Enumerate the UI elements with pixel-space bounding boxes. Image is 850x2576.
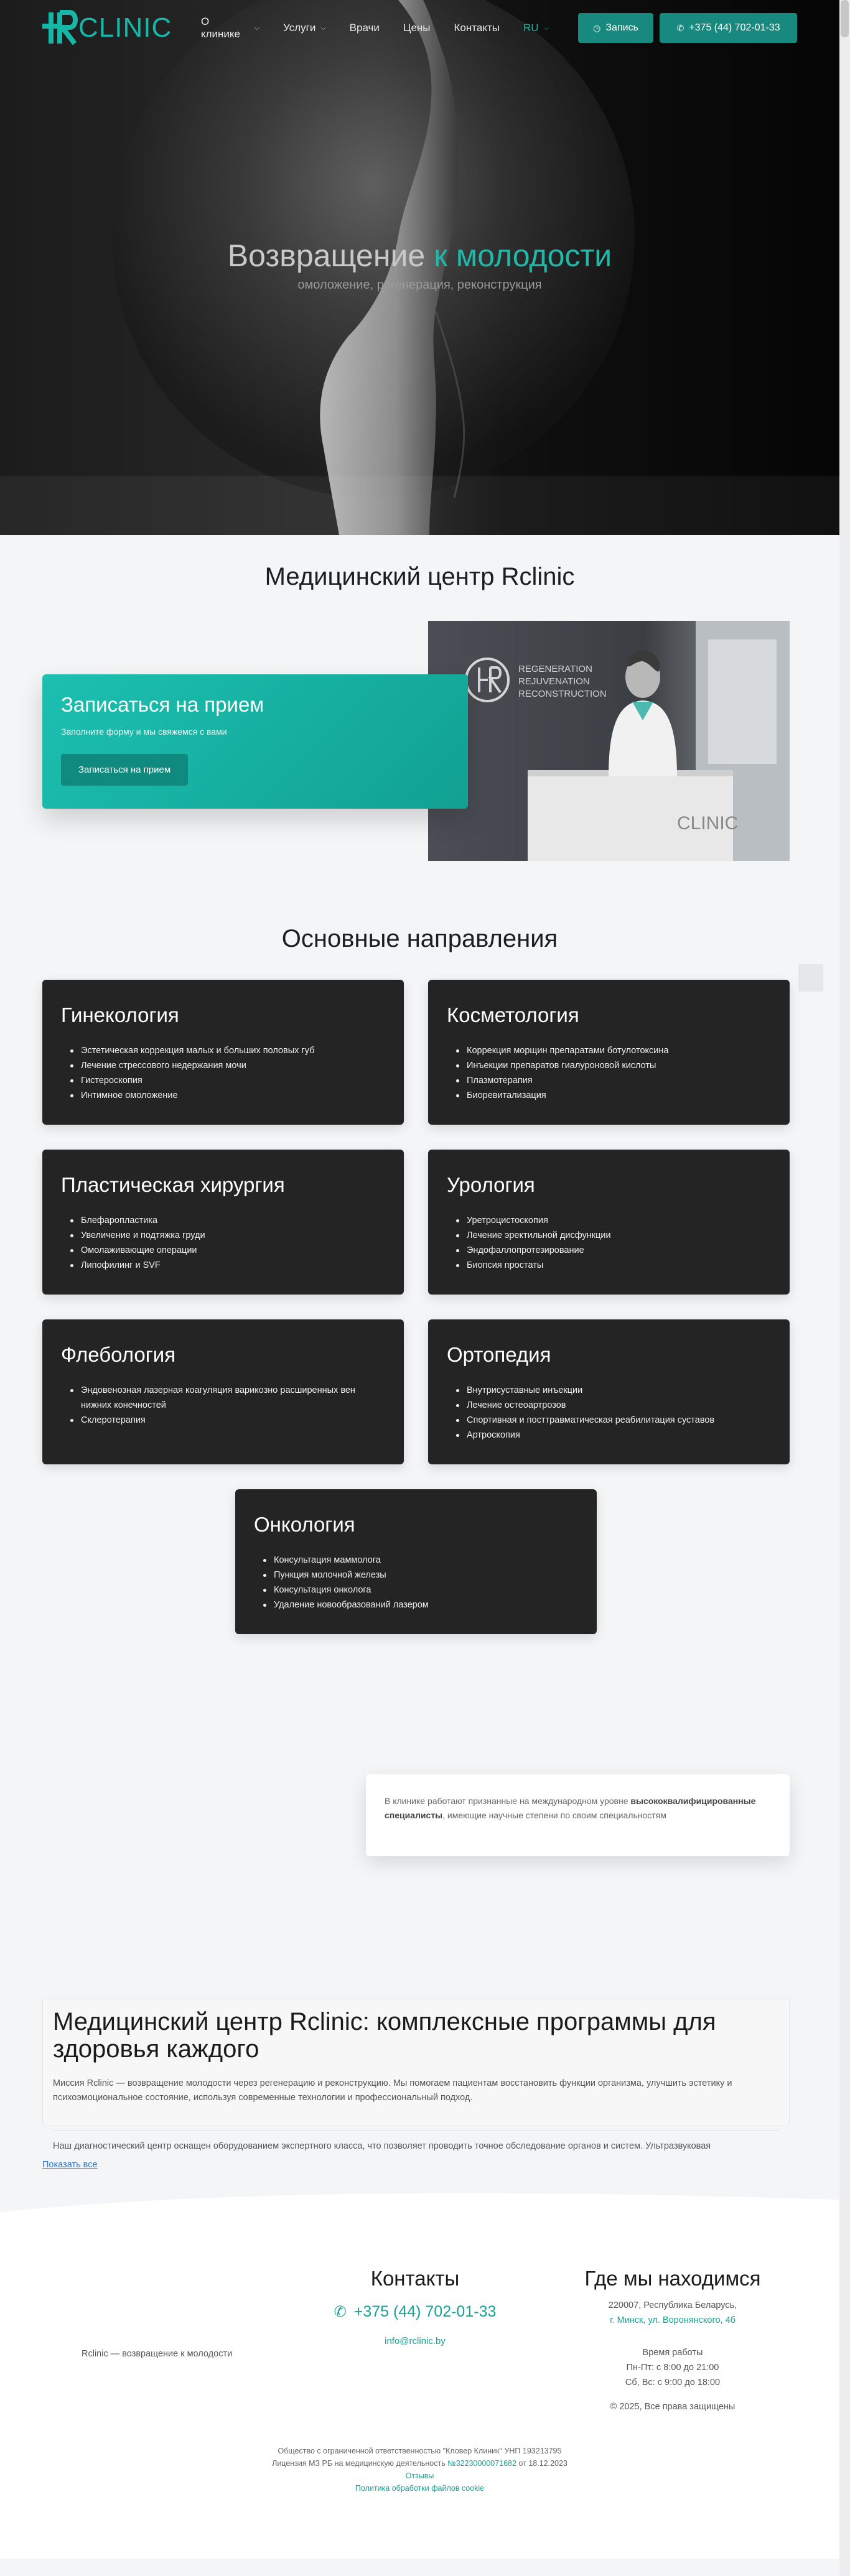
direction-list — [254, 1553, 578, 1612]
language-switcher[interactable] — [511, 16, 561, 40]
booking-title: Записаться на прием — [61, 693, 264, 716]
book-button[interactable] — [578, 13, 653, 43]
direction-item[interactable]: Биоревитализация — [467, 1088, 771, 1103]
direction-item[interactable]: Спортивная и посттравматическая реабилитация суставов — [467, 1413, 771, 1428]
footer-email-link[interactable]: info@rclinic.by — [385, 2336, 446, 2346]
booking-subtitle: Заполните форму и мы свяжемся с вами — [61, 727, 227, 737]
hero-title-part1: Возвращение — [227, 238, 426, 273]
nav-prices-label: Цены — [403, 22, 431, 34]
clock-icon: ◷ — [593, 22, 601, 33]
direction-title: Пластическая хирургия — [61, 1173, 285, 1196]
specialists-card — [366, 1774, 790, 1856]
footer-contacts-title: Контакты — [370, 2267, 460, 2290]
footer-address — [558, 2298, 788, 2328]
hours-weekdays: Пн-Пт: с 8:00 до 21:00 — [626, 2363, 719, 2373]
footer-legal — [0, 2445, 839, 2495]
direction-item[interactable]: Удаление новообразований лазером — [274, 1597, 578, 1612]
booking-button[interactable]: Записаться на прием — [61, 754, 188, 786]
legal-license-suffix: от 18.12.2023 — [516, 2459, 567, 2468]
direction-list — [447, 1383, 771, 1443]
hero-bottom-band — [0, 476, 839, 535]
specialists-text-after: , имеющие научные степени по своим специальностям — [442, 1810, 666, 1820]
address-map-link[interactable]: г. Минск, ул. Воронянского, 4б — [610, 2315, 736, 2325]
footer-phone-link[interactable] — [325, 2303, 505, 2321]
direction-card-orthopedics[interactable] — [428, 1319, 790, 1464]
nav-contacts-label: Контакты — [454, 22, 500, 34]
chevron-down-icon: ⌵ — [320, 24, 326, 32]
direction-item[interactable]: Эндофаллопротезирование — [467, 1243, 771, 1258]
clinic-photo-illustration — [428, 621, 790, 861]
header — [0, 0, 839, 56]
seo-paragraph: Миссия Rclinic — возвращение молодости через регенерацию и реконструкцию. Мы помогаем пациентам восстановить функции организма, улучшить эстетику и психоэмоциональное состояние, используя современные технологии и профессиональный подход. — [53, 2078, 732, 2103]
direction-title: Косметология — [447, 1003, 579, 1026]
hero-subtitle: омоложение, регенерация, реконструкция — [297, 278, 542, 292]
footer-wave — [0, 2187, 839, 2225]
direction-title: Ортопедия — [447, 1343, 551, 1366]
nav-contacts[interactable] — [442, 16, 511, 40]
hero — [0, 0, 839, 535]
specialists-text-before: В клинике работают признанные на международном уровне — [385, 1796, 631, 1806]
logo-mark-icon — [42, 10, 82, 46]
phone-button-label: +375 (44) 702-01-33 — [689, 22, 780, 33]
direction-item[interactable]: Инъекции препаратов гиалуроновой кислоты — [467, 1058, 771, 1073]
scrollbar-thumb[interactable] — [841, 0, 849, 37]
direction-item[interactable]: Блефаропластика — [81, 1213, 385, 1228]
nav-doctors[interactable] — [338, 16, 391, 40]
show-all-link[interactable]: Показать все — [42, 2160, 98, 2170]
footer-copyright: © 2025, Все права защищены — [610, 2402, 736, 2412]
direction-item[interactable]: Плазмотерапия — [467, 1073, 771, 1088]
language-label: RU — [523, 22, 539, 34]
booking-card — [42, 674, 468, 809]
nav-about-label: О клинике — [201, 16, 241, 40]
direction-item[interactable]: Омолаживающие операции — [81, 1243, 385, 1258]
chevron-down-icon: ⌵ — [543, 24, 549, 32]
phone-icon: ✆ — [676, 22, 684, 33]
direction-item[interactable]: Консультация онколога — [274, 1583, 578, 1597]
photo-sign-line1: REGENERATION — [518, 664, 592, 674]
direction-item[interactable]: Биопсия простаты — [467, 1258, 771, 1273]
seo-title: Медицинский центр Rclinic: комплексные программы для здоровья каждого — [53, 2008, 716, 2063]
direction-card-plastic-surgery[interactable] — [42, 1150, 404, 1295]
direction-item[interactable]: Лечение остеоартрозов — [467, 1398, 771, 1413]
direction-item[interactable]: Артроскопия — [467, 1428, 771, 1443]
hours-weekend: Сб, Вс: с 9:00 до 18:00 — [625, 2378, 721, 2388]
direction-item[interactable]: Консультация маммолога — [274, 1553, 578, 1568]
nav-about[interactable] — [189, 16, 271, 40]
logo-text: CLINIC — [78, 12, 172, 43]
direction-card-phlebology[interactable] — [42, 1319, 404, 1464]
legal-company: Общество с ограниченной ответственностью "Кловер Клиник" УНП 193213795 — [278, 2447, 562, 2455]
hours-title: Время работы — [642, 2348, 703, 2358]
footer-tagline: Rclinic — возвращение к молодости — [82, 2349, 233, 2359]
photo-sign-line2: REJUVENATION — [518, 676, 590, 687]
side-scroll-tab[interactable] — [798, 964, 823, 992]
direction-item[interactable]: Пункция молочной железы — [274, 1568, 578, 1583]
direction-item[interactable]: Увеличение и подтяжка груди — [81, 1228, 385, 1243]
logo[interactable] — [42, 10, 172, 46]
direction-list — [61, 1043, 385, 1103]
book-button-label: Запись — [605, 22, 638, 33]
direction-card-cosmetology[interactable] — [428, 980, 790, 1125]
nav-services-label: Услуги — [283, 22, 316, 34]
footer — [0, 2225, 839, 2559]
legal-license-link[interactable]: №32230000071682 — [447, 2459, 516, 2468]
direction-item[interactable]: Коррекция морщин препаратами ботулотоксина — [467, 1043, 771, 1058]
footer-phone-label: +375 (44) 702-01-33 — [353, 2303, 497, 2320]
scrollbar[interactable] — [839, 0, 850, 2576]
direction-item[interactable]: Интимное омоложение — [81, 1088, 385, 1103]
direction-item[interactable]: Гистероскопия — [81, 1073, 385, 1088]
directions-title: Основные направления — [281, 925, 558, 952]
clinic-photo — [428, 621, 790, 861]
direction-list — [61, 1213, 385, 1273]
direction-item[interactable]: Склеротерапия — [81, 1413, 385, 1428]
nav-prices[interactable] — [391, 16, 442, 40]
direction-card-oncology[interactable] — [235, 1489, 597, 1634]
specialists-text-bold: высококвалифицированные специалисты — [385, 1796, 756, 1820]
hero-title — [0, 238, 839, 274]
legal-license-prefix: Лицензия МЗ РБ на медицинскую деятельность — [272, 2459, 448, 2468]
direction-item[interactable]: Уретроцистоскопия — [467, 1213, 771, 1228]
direction-card-gynecology[interactable] — [42, 980, 404, 1125]
photo-desk-logo: CLINIC — [677, 813, 739, 834]
direction-item[interactable]: Липофилинг и SVF — [81, 1258, 385, 1273]
legal-license — [0, 2457, 839, 2470]
direction-item[interactable]: Эстетическая коррекция малых и больших половых губ — [81, 1043, 385, 1058]
footer-location-title: Где мы находимся — [584, 2267, 761, 2290]
photo-sign-line3: RECONSTRUCTION — [518, 689, 607, 699]
direction-card-urology[interactable] — [428, 1150, 790, 1295]
nav-doctors-label: Врачи — [349, 22, 380, 34]
hero-title-part2: к молодости — [434, 238, 612, 273]
phone-icon: ✆ — [334, 2304, 347, 2320]
bottom-band — [0, 2559, 839, 2576]
direction-item[interactable]: Лечение стрессового недержания мочи — [81, 1058, 385, 1073]
chevron-down-icon: ⌵ — [254, 24, 260, 32]
phone-button[interactable] — [660, 13, 797, 43]
direction-title: Гинекология — [61, 1003, 179, 1026]
direction-list — [447, 1213, 771, 1273]
direction-list — [61, 1383, 385, 1428]
direction-list — [447, 1043, 771, 1103]
main-nav — [189, 16, 561, 40]
direction-item[interactable]: Внутрисуставные инъекции — [467, 1383, 771, 1398]
center-title: Медицинский центр Rclinic — [264, 563, 575, 590]
address-line1: 220007, Республика Беларусь, — [608, 2300, 737, 2310]
seo-paragraph-truncated: Наш диагностический центр оснащен оборудованием экспертного класса, что позволяет проводить точное обследование органов и систем. Ультразвуковая — [53, 2130, 779, 2154]
footer-hours — [558, 2345, 788, 2390]
reviews-link[interactable]: Отзывы — [405, 2471, 434, 2480]
direction-item[interactable]: Лечение эректильной дисфункции — [467, 1228, 771, 1243]
direction-item[interactable]: Эндовенозная лазерная коагуляция варикозно расширенных вен нижних конечностей — [81, 1383, 385, 1413]
seo-box — [42, 1999, 790, 2151]
direction-title: Онкология — [254, 1513, 355, 1536]
nav-services[interactable] — [271, 16, 338, 40]
cookie-policy-link[interactable]: Политика обработки файлов cookie — [355, 2484, 485, 2493]
direction-title: Флебология — [61, 1343, 176, 1366]
direction-title: Урология — [447, 1173, 535, 1196]
